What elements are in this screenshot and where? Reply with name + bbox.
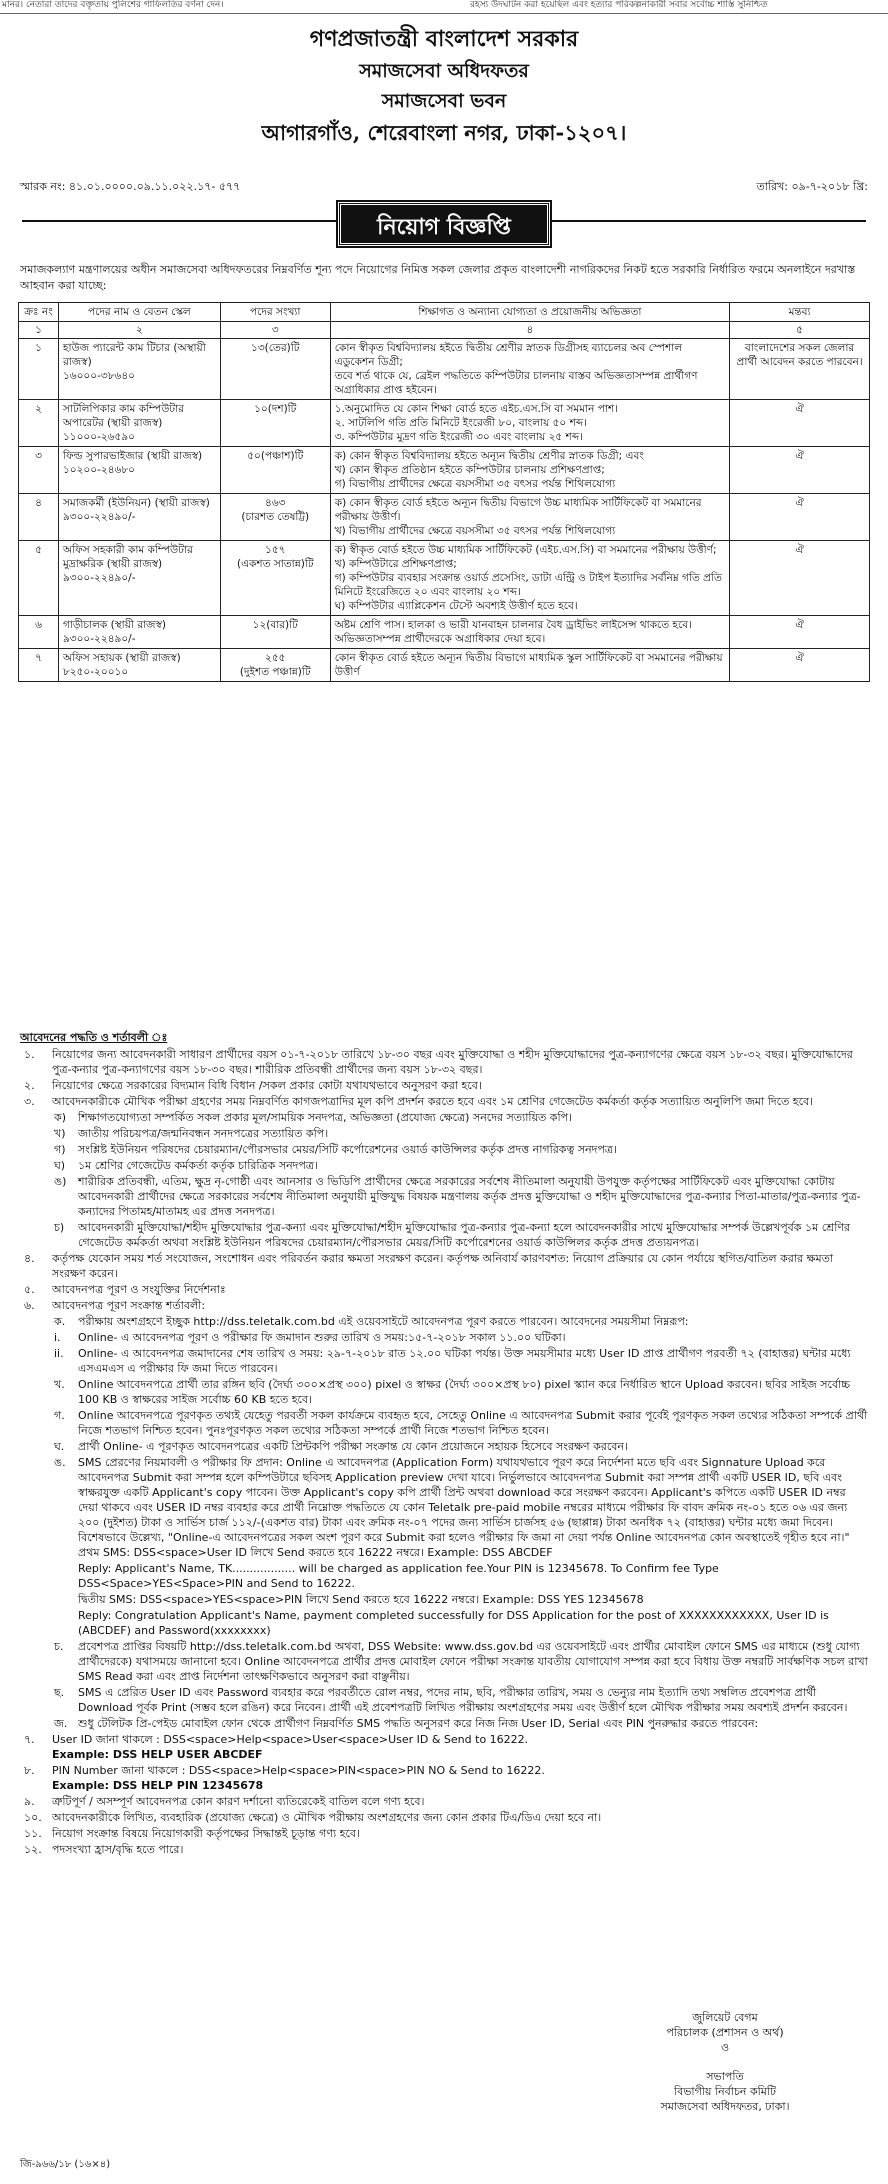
condition-subitem <box>20 1220 868 1250</box>
remark-line: ঐ <box>795 403 804 415</box>
condition-item <box>20 1810 868 1825</box>
table-column-number-row <box>19 322 870 339</box>
qualification-line: ক) কোন স্বীকৃত বোর্ড হইতে অন্যূন দ্বিতীয় বিভাগে উচ্চ মাধ্যমিক সার্টিফিকেট বা সমমানের পরীক্ষায় উত্তীর্ণ। <box>334 497 702 523</box>
condition-text: প্রবেশপত্র প্রাপ্তির বিষয়টি http://dss.teletalk.com.bd অথবা, DSS Website: www.dss.gov.bd এর ওয়েবসাইটে এবং প্রার্থীর মোবাইল ফোনে SMS এর মাধ্যমে (শুধু যোগ্য প্রার্থীদেরকে) যথাসময়ে জানানো হবে। Online আবেদনপত্রে প্রার্থীর প্রদত্ত মোবাইল ফোনে পরীক্ষা সংক্রান্ত যাবতীয় যোগাযোগ সম্পন্ন করা হবে বিধায় উক্ত নম্বরটি সার্বক্ষণিক সচল রাখা SMS Read করা এবং প্রাপ্ত নির্দেশনা তাৎক্ষণিকভাবে অনুসরণ করা বাঞ্ছনীয়। <box>78 1640 868 1683</box>
condition-item <box>20 1047 868 1077</box>
post-line: ফিল্ড সুপারভাইজার (স্থায়ী রাজস্ব) <box>62 450 203 462</box>
post-count-cell <box>220 339 330 400</box>
condition-subitem <box>20 1142 868 1157</box>
condition-text: আবেদনকারীকে মৌখিক পরীক্ষা গ্রহণের সময় নিম্নবর্ণিত কাগজপত্রাদির মূল কপি প্রদর্শন করতে হবে এবং ১ম শ্রেণির গেজেটেড কর্মকর্তা কর্তৃক সত্যায়িত অনুলিপি জমা দিতে হবে। <box>52 1095 814 1108</box>
qualification-cell <box>330 447 729 494</box>
post-line: ৯৩০০-২২৪৯০/- <box>62 511 136 523</box>
remark-line: বাংলাদেশের সকল জেলার প্রার্থী আবেদন করতে পারবেন। <box>736 342 863 368</box>
table-header-cell: শিক্ষাগত ও অন্যান্য যোগ্যতা ও প্রয়োজনীয় অভিজ্ঞতা <box>330 303 729 322</box>
table-body <box>19 339 870 682</box>
column-number-cell: ৩ <box>220 322 330 339</box>
condition-subitem <box>20 1592 868 1607</box>
condition-item <box>20 1826 868 1841</box>
condition-text: পদসংখ্যা হ্রাস/বৃদ্ধি হতে পারে। <box>52 1843 184 1856</box>
condition-example: Example: DSS HELP USER ABCDEF <box>52 1748 263 1761</box>
column-number-cell: ১ <box>19 322 59 339</box>
remark-cell <box>730 339 870 400</box>
post-cell <box>58 400 220 447</box>
condition-number: ৯. <box>24 1795 35 1808</box>
post-line: ১০২০০-২৪৬৮০ <box>62 464 135 476</box>
qualification-line: গ) বিভাগীয় প্রার্থীদের ক্ষেত্রে বয়সসীমা ৩৫ বৎসর পর্যন্ত শিথিলযোগ্য <box>334 478 616 490</box>
condition-number: ৭. <box>24 1733 35 1746</box>
condition-item <box>20 1732 868 1762</box>
condition-text: জাতীয় পরিচয়পত্র/জন্মনিবন্ধন সনদপত্রের সত্যায়িত কপি। <box>78 1127 329 1140</box>
condition-text: SMS এ প্রেরিত User ID এবং Password ব্যবহার করে পরবর্তীতে রোল নম্বর, পদের নাম, ছবি, পরীক্ষার তারিখ, সময় ও ভেন্যুর নাম ইত্যাদি তথ্য সম্বলিত প্রবেশপত্র প্রার্থী Download পূর্বক Print (সম্ভব হলে রঙিন) করে নিবেন। প্রার্থী এই প্রবেশপত্রটি লিখিত পরীক্ষায় অংশগ্রহণের সময় এবং উত্তীর্ণ হলে মৌখিক পরীক্ষার সময় অবশ্যই প্রদর্শন করবেন। <box>78 1686 848 1714</box>
post-cell <box>58 494 220 541</box>
post-count-cell <box>220 541 330 616</box>
post-count-cell <box>220 447 330 494</box>
condition-subitem <box>20 1408 868 1438</box>
post-count-line: ৪৬৩ <box>265 497 286 509</box>
post-line: অফিস সহায়ক (স্থায়ী রাজস্ব) <box>62 652 181 664</box>
remark-cell <box>730 541 870 616</box>
condition-subitem <box>20 1685 868 1715</box>
post-count-line: ১২(বার)টি <box>252 619 298 631</box>
condition-number: ১. <box>24 1048 35 1061</box>
letterhead <box>0 22 888 150</box>
serial-cell: ১ <box>19 339 59 400</box>
condition-subitem <box>20 1330 868 1345</box>
condition-number: ক. <box>54 1315 66 1328</box>
condition-subitem <box>20 1608 868 1638</box>
condition-text: সংশ্লিষ্ট ইউনিয়ন পরিষদের চেয়ারম্যান/পৌরসভার মেয়র/সিটি কর্পোরেশনের ওয়ার্ড কাউন্সিলর কর্তৃক প্রদত্ত নাগরিকত্ব সনদপত্র। <box>78 1143 617 1156</box>
condition-text: Online আবেদনপত্রে প্রার্থী তার রঙ্গিন ছবি (দৈর্ঘ্য ৩০০×প্রস্থ ৩০০) pixel ও স্বাক্ষর (দৈর্ঘ্য ৩০০×প্রস্থ ৮০) pixel স্ক্যান করে নির্ধারিত স্থানে Upload করবেন। ছবির সাইজ সর্বোচ্চ 100 KB ও স্বাক্ষরের সাইজ সর্বোচ্চ 60 KB হতে হবে। <box>78 1378 851 1406</box>
letterhead-dept: সমাজসেবা অধিদফতর <box>359 60 529 82</box>
table-header-cell: পদের নাম ও বেতন স্কেল <box>58 303 220 322</box>
post-line: ১৬০০০-৩৮৬৪০ <box>62 370 135 382</box>
condition-text: দ্বিতীয় SMS: DSS<space>YES<space>PIN লিখে Send করতে হবে 16222 নম্বরে। Example: DSS YES 12345678 <box>78 1593 644 1606</box>
post-line: হাউজ প্যারেন্ট কাম টিচার (অস্থায়ী রাজস্ব) <box>62 342 206 368</box>
condition-text: নিয়োগের ক্ষেত্রে সরকারের বিদ্যমান বিধি বিধান /সকল প্রকার কোটা যথাযথভাবে অনুসরণ করা হবে। <box>52 1079 482 1092</box>
post-line: সমাজকর্মী (ইউনিয়ন) (স্থায়ী রাজস্ব) <box>62 497 210 509</box>
table-row <box>19 339 870 400</box>
letterhead-govt: গণপ্রজাতন্ত্রী বাংলাদেশ সরকার <box>309 26 579 52</box>
post-count-line: ১৫৭ <box>265 544 286 556</box>
post-count-cell <box>220 494 330 541</box>
condition-subitem <box>20 1377 868 1407</box>
condition-text: আবেদনকারীকে লিখিত, ব্যবহারিক (প্রযোজ্য ক্ষেত্রে) ও মৌখিক পরীক্ষায় অংশগ্রহণের জন্য কোন প্রকার টিএ/ডিএ দেয়া হবে না। <box>52 1811 602 1824</box>
post-line: সাটলিপিকার কাম কম্পিউটার অপারেটর (স্থায়ী রাজস্ব) <box>62 403 184 429</box>
qualification-cell <box>330 541 729 616</box>
qualification-line: ১.অনুমোদিত যে কোন শিক্ষা বোর্ড হতে এইচ.এস.সি বা সমমান পাশ। <box>334 403 618 415</box>
post-count-cell <box>220 400 330 447</box>
remark-cell <box>730 649 870 682</box>
posts-table <box>18 302 870 682</box>
post-line: গাড়ীচালক (স্থায়ী রাজস্ব) <box>62 619 166 631</box>
qualification-cell <box>330 400 729 447</box>
letterhead-building: সমাজসেবা ভবন <box>381 90 507 112</box>
qualification-line: খ) কম্পিউটারে প্রশিক্ষণপ্রাপ্ত; <box>334 558 457 570</box>
remark-line: ঐ <box>795 619 804 631</box>
condition-text: Online আবেদনপত্রে পূরণকৃত তথ্যই যেহেতু পরবর্তী সকল কার্যক্রমে ব্যবহৃত হবে, সেহেতু Online এ আবেদনপত্র Submit করার পূর্বেই পূরণকৃত সকল তথ্যের সঠিকতা সম্পর্কে প্রার্থী নিজে শতভাগ নিশ্চিত হবেন। পুনঃপূরণকৃত সকল তথ্যের সঠিকতা সম্পর্কে প্রার্থী নিজে শতভাগ নিশ্চিত হবেন। <box>78 1409 868 1437</box>
signatory-name: জুলিয়েট বেগম <box>692 2011 758 2024</box>
condition-item <box>20 1251 868 1281</box>
condition-subitem <box>20 1439 868 1454</box>
remark-line: ঐ <box>795 450 804 462</box>
condition-number: ১০. <box>24 1811 42 1824</box>
post-count-line: ২৫৫ <box>265 652 286 664</box>
qualification-line: ক) কোন স্বীকৃত বিশ্ববিদ্যালয় হইতে অন্যূন দ্বিতীয় শ্রেণীর স্নাতক ডিগ্রী; এবং <box>334 450 644 462</box>
column-number-cell: ৫ <box>730 322 870 339</box>
condition-text: Online- এ আবেদনপত্র জমাদানের শেষ তারিখ ও সময়: ২৯-৭-২০১৮ রাত ১২.০০ ঘটিকা পর্যন্ত। উক্ত সময়সীমার মধ্যে User ID প্রাপ্ত প্রার্থীগণ পরবর্তী ৭২ (বাহাত্তর) ঘন্টার মধ্যে এসএমএস এ পরীক্ষার ফি জমা দিতে পারবেন। <box>78 1347 851 1375</box>
condition-number: ৮. <box>24 1764 35 1777</box>
condition-subitem <box>20 1639 868 1684</box>
condition-number: ১১. <box>24 1827 42 1840</box>
condition-subitem <box>20 1158 868 1173</box>
condition-text: পরীক্ষায় অংশগ্রহণে ইচ্ছুক http://dss.teletalk.com.bd এই ওয়েবসাইটে আবেদনপত্র পূরণ করতে পারবেন। আবেদনের সময়সীমা নিম্নরূপ: <box>78 1315 689 1328</box>
qualification-line: কোন স্বীকৃত বোর্ড হইতে অন্যূন দ্বিতীয় বিভাগে মাধ্যমিক স্কুল সার্টিফিকেট বা সমমানের পরীক্ষায় উত্তীর্ণ <box>334 652 723 678</box>
post-cell <box>58 339 220 400</box>
post-count-cell <box>220 649 330 682</box>
remark-line: ঐ <box>795 544 804 556</box>
condition-number: ঘ. <box>54 1440 65 1453</box>
condition-number: i. <box>54 1331 61 1344</box>
serial-cell: ৫ <box>19 541 59 616</box>
condition-number: খ. <box>54 1378 65 1391</box>
remark-line: ঐ <box>795 652 804 664</box>
condition-text: আবেদনকারী মুক্তিযোদ্ধা/শহীদ মুক্তিযোদ্ধার পুত্র-কন্যা এবং মুক্তিযোদ্ধা/শহীদ মুক্তিযোদ্ধার পুত্র-কন্যার পুত্র-কন্যা হলে আবেদনকারীর সাথে মুক্তিযোদ্ধার সম্পর্ক উল্লেখপূর্বক ১ম শ্রেণির গেজেটেড কর্মকর্তা অথবা সংশ্লিষ্ট ইউনিয়ন পরিষদের চেয়ারম্যান/পৌরসভার মেয়র/সিটি কর্পোরেশনের ওয়ার্ড কাউন্সিলর কর্তৃক প্রদত্ত প্রত্যয়নপত্র। <box>78 1221 851 1249</box>
condition-number: গ. <box>54 1409 65 1422</box>
condition-number: চ) <box>54 1221 65 1234</box>
column-number-cell: ২ <box>58 322 220 339</box>
serial-cell: ৭ <box>19 649 59 682</box>
post-count-line: ১০(দশ)টি <box>254 403 297 415</box>
condition-text: কর্তৃপক্ষ যেকোন সময় শর্ত সংযোজন, সংশোধন এবং পরিবর্তন করার ক্ষমতা সংরক্ষণ করেন। কর্তৃপক্ষ অনিবার্য কারণবশত: নিয়োগ প্রক্রিয়ার যে কোন পর্যায়ে স্থগিত/বাতিল করার ক্ষমতা সংরক্ষণ করেন। <box>52 1252 834 1280</box>
condition-number: ২. <box>24 1079 35 1092</box>
condition-text: SMS প্রেরণের নিয়মাবলী ও পরীক্ষার ফি প্রদান: Online এ আবেদনপত্র (Application Form) যথাযথভাবে পূরণ করে নির্দেশনা মতে ছবি এবং Signnature Upload করে আবেদনপত্র Submit করা সম্পন্ন হলে কম্পিউটারে ছবিসহ Application preview দেখা যাবে। নির্ভুলভাবে আবেদনপত্র Submit করা সম্পন্ন প্রার্থী একটি USER ID, ছবি এবং স্বাক্ষরযুক্ত একটি Applicant's copy পাবেন। উক্ত Applicant's copy কপি প্রার্থী প্রিন্ট অথবা download করে সংরক্ষণ করবেন। Applicant's কপিতে একটি USER ID নম্বর দেয়া থাকবে এবং USER ID নম্বর ব্যবহার করে প্রার্থী নিম্নোক্ত পদ্ধতিতে যে কোন Teletalk pre-paid mobile নম্বরের মাধ্যমে পরীক্ষার ফি বাবদ ক্রমিক নং-০১ হতে ০৬ এর জন্য ২০০ (দুইশত) টাকা ও সার্ভিস চার্জ ১১২/-(একশত বার) টাকা এবং ক্রমিক নং-০৭ পদের জন্য সার্ভিস চার্জসহ ৫৬ (ছাপ্পান্ন) টাকা অনধিক ৭২ (বাহাত্তর) ঘন্টার মধ্যে জমা দিবেন। বিশেষভাবে উল্লেখ্য, "Online-এ আবেদনপত্রের সকল অংশ পূরণ করে Submit করা হলেও পরীক্ষার ফি জমা না দেয়া পর্যন্ত Online আবেদনপত্র কোন অবস্থাতেই গৃহীত হবে না।" প্রথম SMS: DSS<space>User ID লিখে Send করতে হবে 16222 নম্বরে। Example: DSS ABCDEF <box>78 1456 850 1559</box>
condition-text: ১ম শ্রেণির গেজেটেড কর্মকর্তা কর্তৃক চারিত্রিক সনদপত্র। <box>78 1159 318 1172</box>
signatory-and: ও <box>720 2041 730 2054</box>
serial-cell: ৪ <box>19 494 59 541</box>
condition-number: জ. <box>54 1717 68 1730</box>
condition-text: Online- এ আবেদনপত্র পূরণ ও পরীক্ষার ফি জমাদান শুরুর তারিখ ও সময়:১৫-৭-২০১৮ সকাল ১১.০০ ঘটিকা। <box>78 1331 566 1344</box>
qualification-line: খ) বিভাগীয় প্রার্থীদের ক্ষেত্রে বয়সসীমা ৩৫ বৎসর পর্যন্ত শিথিলযোগ্য <box>334 525 616 537</box>
condition-subitem <box>20 1716 868 1731</box>
remark-line: ঐ <box>795 497 804 509</box>
post-line: ৯৩০০-২২৪৯০/- <box>62 633 136 645</box>
condition-text: আবেদনপত্র পূরণ ও সংযুক্তির নির্দেশনাঃ <box>52 1283 226 1296</box>
condition-item <box>20 1298 868 1313</box>
condition-subitem <box>20 1110 868 1125</box>
condition-text: নিয়োগের জন্য আবেদনকারী সাধারণ প্রার্থীদের বয়স ০১-৭-২০১৮ তারিখে ১৮-৩০ বছর এবং মুক্তিযোদ্ধা ও শহীদ মুক্তিযোদ্ধাদের পুত্র-কন্যাগণের ক্ষেত্রে বয়স ১৮-৩২ বছর। মুক্তিযোদ্ধাদের পুত্র-কন্যার পুত্র-কন্যাগণের বয়স ১৮-৩০ বছর। শারীরিক প্রতিবন্ধী প্রার্থীদের জন্য বয়স ১৮-৩২ বছর। <box>52 1048 853 1076</box>
post-line: ৮২৫০-২০০১০ <box>62 666 129 678</box>
condition-text: আবেদনপত্র পূরণ সংক্রান্ত শর্তাবলী: <box>52 1299 206 1312</box>
condition-number: ৪. <box>24 1252 35 1265</box>
qualification-cell <box>330 494 729 541</box>
qualification-line: ২. সাটলিপি গতি প্রতি মিনিটে ইংরেজী ৮০, বাংলায় ৫০ শব্দ। <box>334 417 587 429</box>
letterhead-address: আগারগাঁও, শেরেবাংলা নগর, ঢাকা-১২০৭। <box>261 120 627 145</box>
table-row <box>19 494 870 541</box>
qualification-cell <box>330 339 729 400</box>
condition-number: খ) <box>54 1127 66 1140</box>
footer-reference: জি-৯৬৬/১৮ (১৬×৪) <box>20 2159 111 2170</box>
condition-item <box>20 1763 868 1793</box>
serial-cell: ৩ <box>19 447 59 494</box>
qualification-cell <box>330 616 729 649</box>
condition-item <box>20 1282 868 1297</box>
qualification-line: তবে শর্ত থাকে যে, ব্রেইল পদ্ধতিতে কম্পিউটার চালনায় বাস্তব অভিজ্ঞতাসম্পন্ন প্রার্থীগণ অগ্রাধিকার প্রাপ্ত হইবেন। <box>334 370 698 396</box>
conditions-title: আবেদনের পদ্ধতি ও শর্তাবলী ঃ <box>20 1031 168 1044</box>
qualification-line: কোন স্বীকৃত বিশ্ববিদ্যালয় হইতে দ্বিতীয় শ্রেণীর স্নাতক ডিগ্রীসহ ব্যাচেলর অব স্পেশাল এডুকেশন ডিগ্রী; <box>334 342 683 368</box>
condition-text: User ID জানা থাকলে : DSS<space>Help<space>User<space>User ID & Send to 16222. <box>52 1733 529 1746</box>
remark-cell <box>730 400 870 447</box>
serial-cell: ২ <box>19 400 59 447</box>
condition-number: ৩. <box>24 1095 35 1108</box>
post-count-line: ৫০(পঞ্চাশ)টি <box>247 450 304 462</box>
post-cell <box>58 447 220 494</box>
condition-number: ৫. <box>24 1283 35 1296</box>
post-count-line: (দুইশত পঞ্চান্ন)টি <box>239 666 311 678</box>
post-count-line: ১৩(তের)টি <box>251 342 300 354</box>
condition-number: ক) <box>54 1111 66 1124</box>
post-count-line: (একশত সাতান্ন)টি <box>236 558 314 570</box>
table-row <box>19 447 870 494</box>
qualification-cell <box>330 649 729 682</box>
top-strip <box>0 0 888 14</box>
table-header-row <box>19 303 870 322</box>
qualification-line: ৩. কম্পিউটার মুদ্রণ গতি ইংরেজী ৩০ এবং বাংলায় ২৫ শব্দ। <box>334 431 583 443</box>
condition-number: ঙ) <box>54 1175 67 1188</box>
conditions-section <box>20 1030 868 1858</box>
post-line: ৯৩০০-২২৪৯০/- <box>62 572 136 584</box>
signatory-title: পরিচালক (প্রশাসন ও অর্থ) <box>666 2026 784 2039</box>
condition-text: নিয়োগ সংক্রান্ত বিষয়ে নিয়োগকারী কর্তৃপক্ষের সিদ্ধান্তই চূড়ান্ত গণ্য হবে। <box>52 1827 360 1840</box>
condition-subitem <box>20 1174 868 1219</box>
condition-text: ত্রুটিপূর্ণ / অসম্পূর্ণ আবেদনপত্র কোন কারণ দর্শানো ব্যতিরেকেই বাতিল বলে গণ্য হবে। <box>52 1795 425 1808</box>
notice-title-banner: নিয়োগ বিজ্ঞপ্তি <box>338 202 550 246</box>
top-strip-rule <box>0 13 888 14</box>
notice-date: তারিখ: ০৯-৭-২০১৮ খ্রি: <box>756 180 868 193</box>
qualification-line: ক) স্বীকৃত বোর্ড হইতে উচ্চ মাধ্যমিক সার্টিফিকেট (এইচ.এস.সি) বা সমমানের পরীক্ষায় উত্তীর্ণ; <box>334 544 717 556</box>
reference-line <box>20 180 868 195</box>
condition-text: প্রার্থী Online- এ পূরণকৃত আবেদনপত্রের একটি প্রিন্টকপি পরীক্ষা সংক্রান্ত যে কোন প্রয়োজনে সহায়ক হিসেবে সংরক্ষণ করবেন। <box>78 1440 628 1453</box>
post-line: অফিস সহকারী কাম কম্পিউটার মুদ্রাক্ষরিক (স্থায়ী রাজস্ব) <box>62 544 193 570</box>
qualification-line: অষ্টম শ্রেণি পাস। হালকা ও ভারী যানবাহন চালনার বৈধ ড্রাইভিং লাইসেন্স থাকতে হবে। অভিজ্ঞতাসম্পন্ন প্রার্থীদেরকে অগ্রাধিকার দেয়া হবে। <box>334 619 692 645</box>
post-count-line: (চারশত তেষট্টি) <box>241 511 310 523</box>
top-strip-left: মানর। নেতারা তাদের বক্তৃতায় পুলিশের গাফিলতির বর্ণনা দেন। <box>2 0 224 10</box>
post-line: ১১০০০-২৬৫৯০ <box>62 431 135 443</box>
remark-cell <box>730 616 870 649</box>
condition-text: শিক্ষাগতযোগ্যতা সম্পর্কিত সকল প্রকার মূল/সাময়িক সনদপত্র, অভিজ্ঞতা (প্রযোজ্য ক্ষেত্রে) সনদের সত্যায়িত কপি। <box>78 1111 573 1124</box>
condition-text: Reply: Congratulation Applicant's Name, payment completed successfully for DSS Application for the post of XXXXXXXXXXXX, User ID is (ABCDEF) and Password(xxxxxxxx) <box>78 1609 829 1637</box>
condition-number: ১২. <box>24 1843 42 1856</box>
serial-cell: ৬ <box>19 616 59 649</box>
condition-subitem <box>20 1126 868 1141</box>
condition-text: শারীরিক প্রতিবন্ধী, এতিম, ক্ষুদ্র নৃ-গোষ্ঠী এবং আনসার ও ভিডিপি প্রার্থীদের ক্ষেত্রে সরকারের সর্বশেষ নীতিমালা অনুযায়ী উপযুক্ত কর্তৃপক্ষের সার্টিফিকেট এবং মুক্তিযোদ্ধা কোটায় আবেদনকারী প্রার্থীদের ক্ষেত্রে সরকারের সর্বশেষ নীতিমালা অনুযায়ী মুক্তিযুদ্ধ বিষয়ক মন্ত্রণালয় কর্তৃক প্রদত্ত মুক্তিযোদ্ধা ও শহীদ মুক্তিযোদ্ধাদের পুত্র-কন্যার পিতা-মাতার/পুত্র-কন্যার পুত্র-কন্যাদের পিতামহ/মাতামহ এর প্রদত্ত সনদপত্র। <box>78 1175 861 1218</box>
table-header-cell: মন্তব্য <box>730 303 870 322</box>
condition-subitem <box>20 1455 868 1560</box>
post-cell <box>58 616 220 649</box>
condition-item <box>20 1794 868 1809</box>
signature-block <box>615 2010 835 2114</box>
qualification-line: গ) কম্পিউটার ব্যবহার সংক্রান্ত ওয়ার্ড প্রসেসিং, ডাটা এন্ট্রি ও টাইপ ইত্যাদির সর্বনিম্ন গতি প্রতি মিনিটে ইংরেজিতে ২০ এবং বাংলায় ২০ শব্দ। <box>334 572 722 598</box>
condition-number: ৬. <box>24 1299 35 1312</box>
condition-number: চ. <box>54 1640 64 1653</box>
table-row <box>19 649 870 682</box>
condition-number: ঘ) <box>54 1159 66 1172</box>
condition-item <box>20 1094 868 1109</box>
condition-example: Example: DSS HELP PIN 12345678 <box>52 1779 264 1792</box>
condition-number: ii. <box>54 1347 64 1360</box>
condition-text: শুধু টেলিটক প্রি-পেইড মোবাইল ফোন থেকে প্রার্থীগণ নিম্নবর্ণিত SMS পদ্ধতি অনুসরণ করে নিজ নিজ User ID, Serial এবং PIN পুনরুদ্ধার করতে পারবেন: <box>78 1717 759 1730</box>
intro-paragraph: সমাজকল্যাণ মন্ত্রণালয়ের অধীন সমাজসেবা অধিদফতরের নিম্নবর্ণিত শূন্য পদে নিয়োগের নিমিত্ত সকল জেলার প্রকৃত বাংলাদেশী নাগরিকদের নিকট হতে সরকারি নির্ধারিত ফরমে অনলাইনে দরখাস্ত আহবান করা যাচ্ছে: <box>20 263 856 292</box>
condition-subitem <box>20 1561 868 1591</box>
signatory-office: সমাজসেবা অধিদফতর, ঢাকা। <box>660 2100 790 2113</box>
signatory-committee: বিভাগীয় নির্বাচন কমিটি <box>673 2085 777 2098</box>
condition-item <box>20 1078 868 1093</box>
condition-number: ঙ. <box>54 1456 66 1469</box>
top-strip-right: রহস্য উদঘাটন করা হয়েছিল এবং হত্যার পরিকল্পনাকারী সবার সর্বোচ্চ শাস্তি সুনিশ্চিত <box>470 0 768 10</box>
condition-item <box>20 1842 868 1857</box>
table-row <box>19 400 870 447</box>
table-header-cell: ক্রঃ নং <box>19 303 59 322</box>
qualification-line: ঘ) কম্পিউটার এ্যাপ্লিকেশন টেস্টে অবশ্যই উত্তীর্ণ হতে হবে। <box>334 600 578 612</box>
remark-cell <box>730 494 870 541</box>
post-cell <box>58 541 220 616</box>
memo-number: স্মারক নং: ৪১.০১.০০০০.০৯.১১.০২২.১৭- ৫৭৭ <box>20 180 241 193</box>
condition-number: গ) <box>54 1143 66 1156</box>
post-count-cell <box>220 616 330 649</box>
condition-number: ছ. <box>54 1686 65 1699</box>
condition-subitem <box>20 1346 868 1376</box>
qualification-line: খ) কোন স্বীকৃত প্রতিষ্ঠান হইতে কম্পিউটার চালনায় প্রশিক্ষণপ্রাপ্ত; <box>334 464 605 476</box>
table-row <box>19 541 870 616</box>
table-row <box>19 616 870 649</box>
post-cell <box>58 649 220 682</box>
condition-text: Reply: Applicant's Name, TK.................. will be charged as application fee.Your PIN is 12345678. To Confirm fee Type DSS<Space>YES<Space>PIN and Send to 16222. <box>78 1562 719 1590</box>
column-number-cell: ৪ <box>330 322 729 339</box>
remark-cell <box>730 447 870 494</box>
signatory-role: সভাপতি <box>706 2070 744 2083</box>
condition-text: PIN Number জানা থাকলে : DSS<space>Help<space>PIN<space>PIN NO & Send to 16222. <box>52 1764 545 1777</box>
condition-subitem <box>20 1314 868 1329</box>
table-header-cell: পদের সংখ্যা <box>220 303 330 322</box>
